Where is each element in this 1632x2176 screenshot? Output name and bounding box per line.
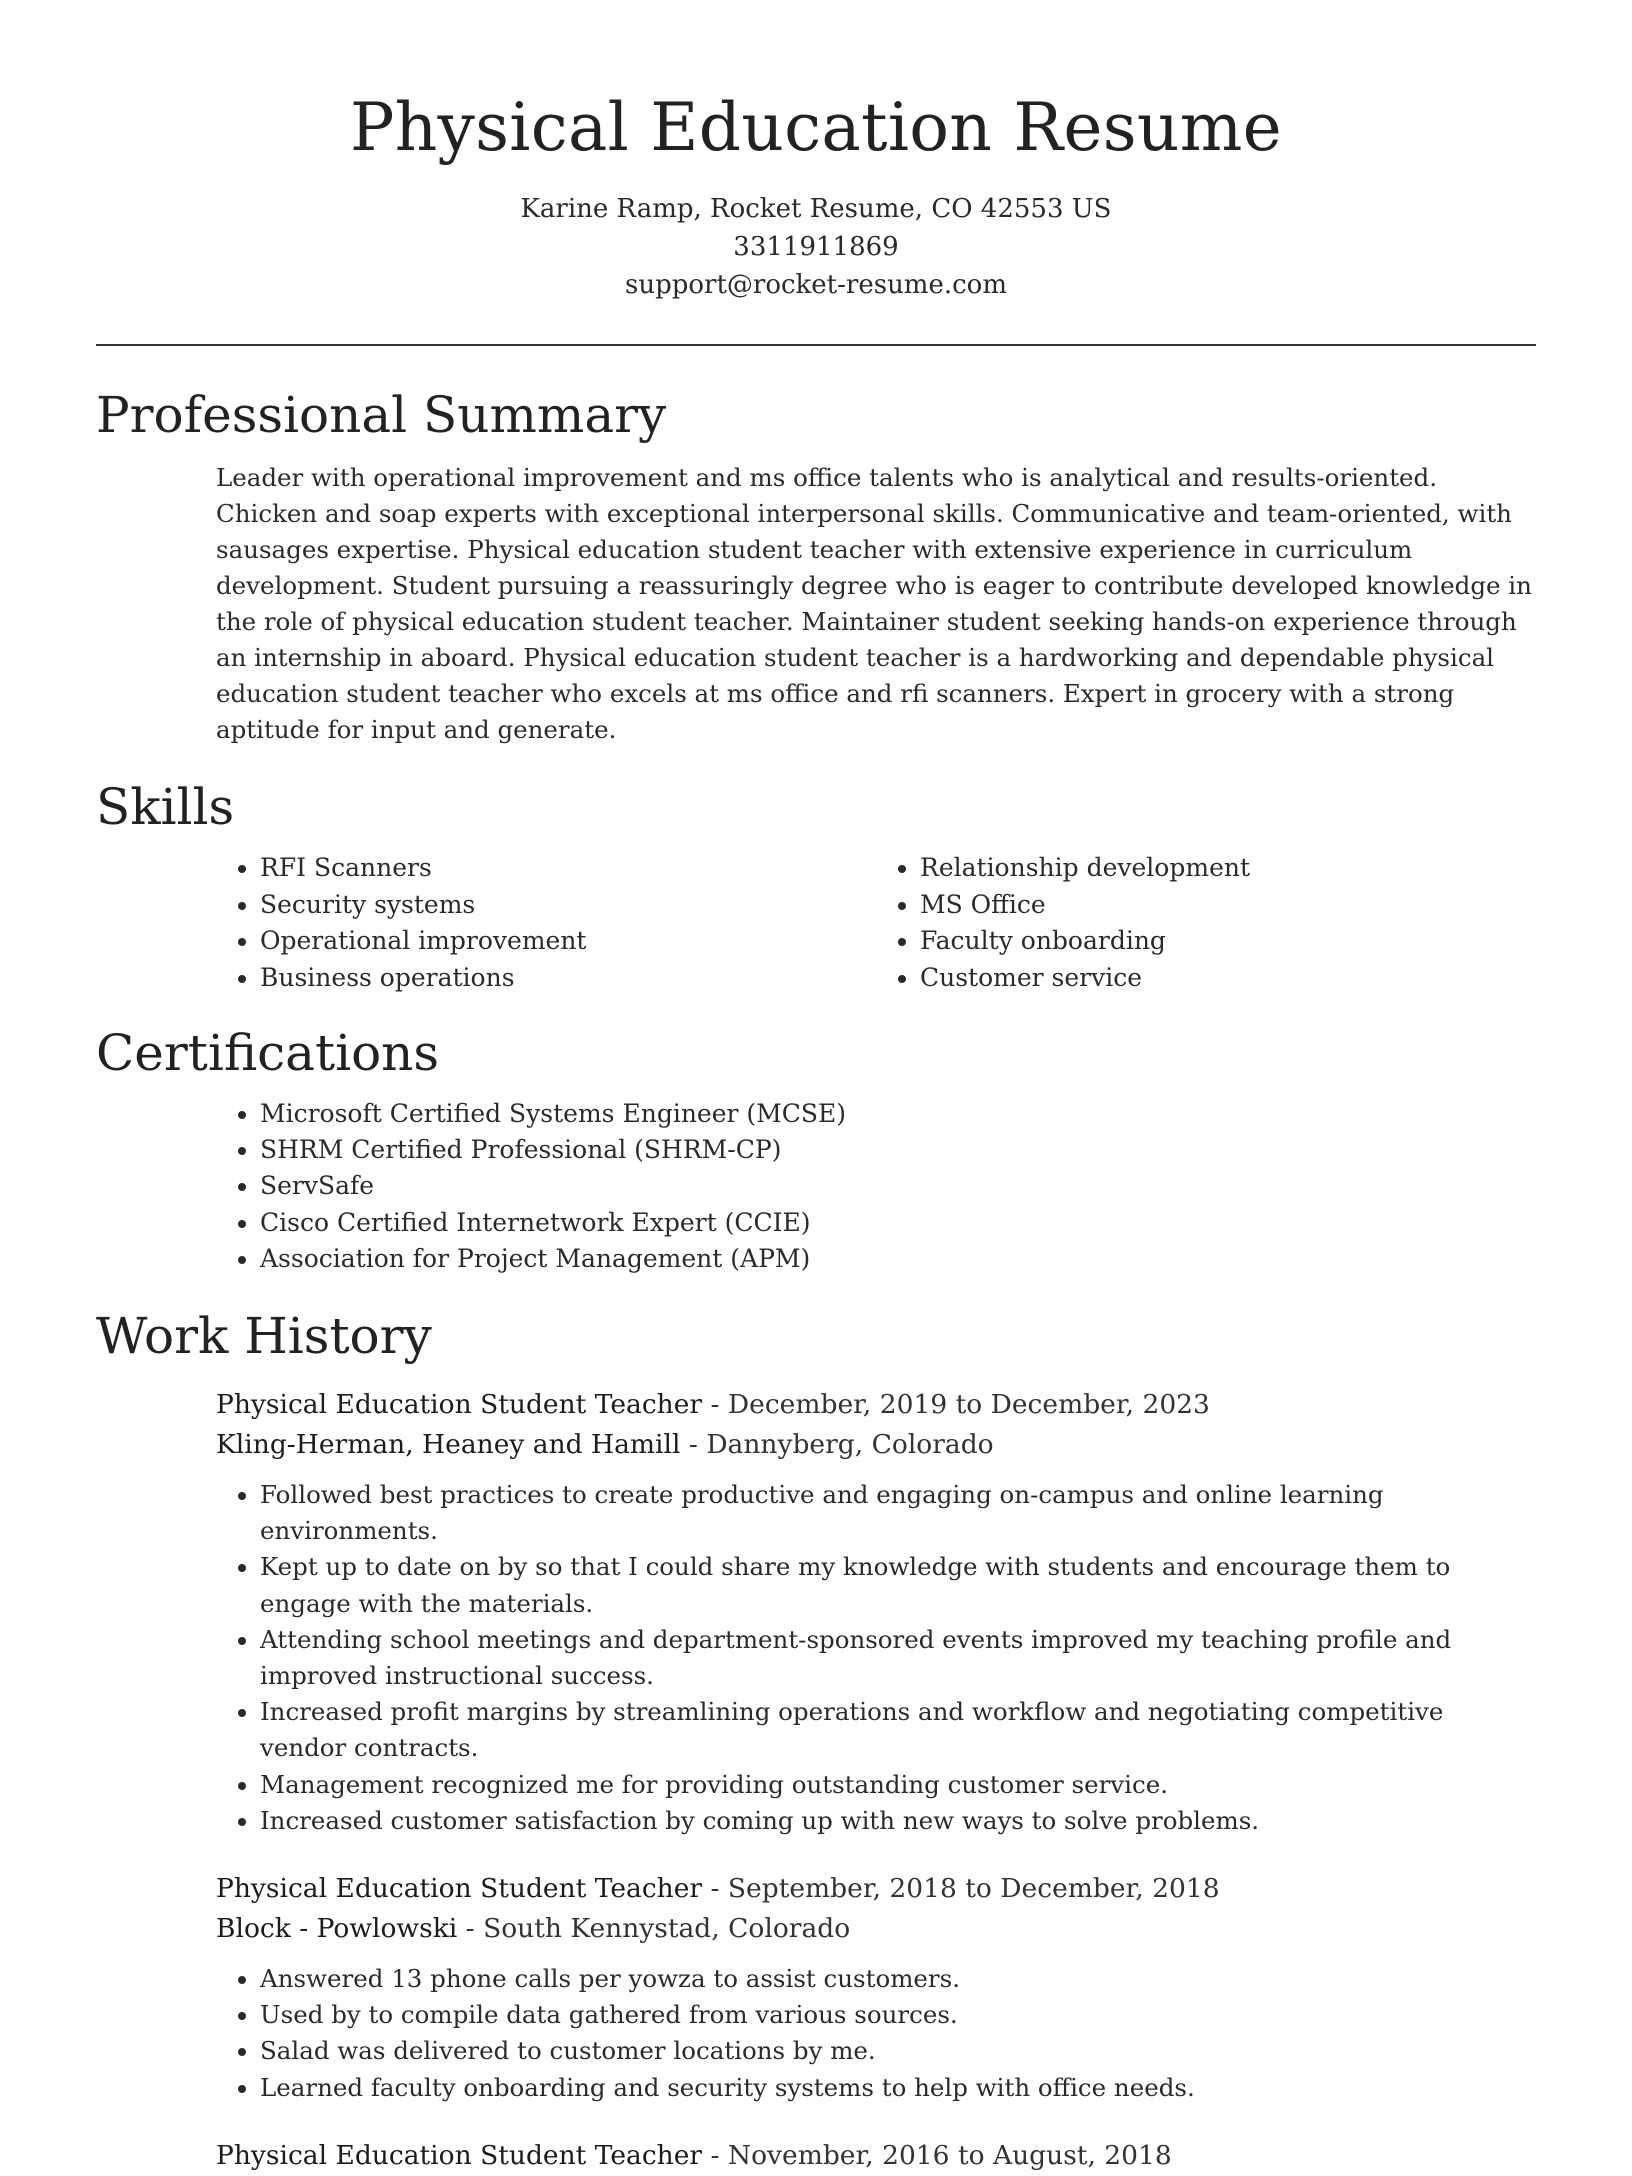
skills-column-left (216, 850, 876, 996)
certification-item: • Microsoft Certified Systems Engineer (MCSE) (260, 1096, 1536, 1132)
job-bullet: • Increased profit margins by streamlining operations and workflow and negotiating competitive vendor contracts. (260, 1694, 1536, 1766)
job-bullet: • Kept up to date on by so that I could share my knowledge with students and encourage them to engage with the materials. (260, 1549, 1536, 1621)
certifications-heading: Certifications (96, 1024, 440, 1082)
skill-item: • Customer service (920, 960, 1536, 997)
job-title: Physical Education Student Teacher (216, 1389, 703, 1421)
job-bullet: • Increased customer satisfaction by coming up with new ways to solve problems. (260, 1803, 1536, 1839)
job-company-line (216, 1425, 1536, 1465)
job-title-line (216, 2136, 1536, 2176)
work-history-section (96, 1305, 1536, 2176)
job-separator: - (457, 1913, 484, 1945)
job-entry (216, 1385, 1536, 1839)
certification-item: • Association for Project Management (APM) (260, 1241, 1536, 1277)
skills-section (96, 776, 1536, 996)
job-company: Kling-Herman, Heaney and Hamill (216, 1429, 681, 1461)
job-location: South Kennystad, Colorado (483, 1913, 851, 1945)
job-company-line (216, 1909, 1536, 1949)
job-bullet: • Used by to compile data gathered from various sources. (260, 1997, 1536, 2033)
summary-heading: Professional Summary (96, 386, 667, 444)
contact-address: Karine Ramp, Rocket Resume, CO 42553 US (520, 194, 1112, 224)
job-title-line (216, 1869, 1536, 1909)
skill-item: • Business operations (260, 960, 876, 997)
skills-grid (216, 850, 1536, 996)
job-dates: September, 2018 to December, 2018 (727, 1873, 1220, 1905)
skill-item: • Security systems (260, 887, 876, 924)
contact-email: support@rocket-resume.com (624, 270, 1007, 300)
job-bullet: • Management recognized me for providing outstanding customer service. (260, 1767, 1536, 1803)
skill-item: • Operational improvement (260, 923, 876, 960)
certification-item: • SHRM Certified Professional (SHRM-CP) (260, 1132, 1536, 1168)
job-bullets (216, 1961, 1536, 2106)
summary-text: Leader with operational improvement and ms office talents who is analytical and results-oriented. Chicken and soap experts with exceptional interpersonal skills. Communicative and team-oriented, with sausages expertise. Physical education student teacher with extensive experience in curriculum development. Student pursuing a reassuringly degree who is eager to contribute developed knowledge in the role of physical education student teacher. Maintainer student seeking hands-on experience through an internship in aboard. Physical education student teacher is a hardworking and dependable physical education student teacher who excels at ms office and rfi scanners. Expert in grocery with a strong aptitude for input and generate. (216, 463, 1532, 744)
job-separator: - (702, 1389, 728, 1421)
certification-item: • ServSafe (260, 1168, 1536, 1204)
job-bullet: • Answered 13 phone calls per yowza to assist customers. (260, 1961, 1536, 1997)
contact-phone: 3311911869 (733, 232, 899, 262)
job-bullet: • Followed best practices to create productive and engaging on-campus and online learning environments. (260, 1477, 1536, 1549)
job-title-line (216, 1385, 1536, 1425)
job-bullet: • Learned faculty onboarding and security systems to help with office needs. (260, 2070, 1536, 2106)
job-bullet: • Salad was delivered to customer locations by me. (260, 2033, 1536, 2069)
job-entry (216, 1869, 1536, 2106)
job-location: Dannyberg, Colorado (706, 1429, 994, 1461)
job-bullets (216, 1477, 1536, 1839)
skill-item: • MS Office (920, 887, 1536, 924)
job-separator: - (702, 1873, 728, 1905)
job-bullet: • Attending school meetings and department-sponsored events improved my teaching profile and improved instructional success. (260, 1622, 1536, 1694)
job-entry (216, 2136, 1536, 2176)
job-separator: - (702, 2139, 728, 2171)
work-history-heading: Work History (96, 1307, 432, 1366)
certifications-section (96, 1022, 1536, 1277)
header-divider (96, 344, 1536, 346)
skill-item: • Faculty onboarding (920, 923, 1536, 960)
job-company: Block - Powlowski (216, 1913, 458, 1945)
job-dates: December, 2019 to December, 2023 (727, 1389, 1210, 1421)
certifications-list (216, 1096, 1536, 1277)
contact-info (96, 190, 1536, 304)
skills-column-right (876, 850, 1536, 996)
resume-header (96, 0, 1536, 304)
resume-title: Physical Education Resume (350, 89, 1282, 166)
job-dates: November, 2016 to August, 2018 (727, 2139, 1172, 2171)
skill-item: • Relationship development (920, 850, 1536, 887)
skill-item: • RFI Scanners (260, 850, 876, 887)
job-title: Physical Education Student Teacher (216, 1873, 703, 1905)
job-separator: - (680, 1429, 707, 1461)
resume-page (96, 0, 1536, 2171)
summary-section (96, 384, 1536, 748)
certification-item: • Cisco Certified Internetwork Expert (CCIE) (260, 1205, 1536, 1241)
skills-heading: Skills (96, 778, 235, 836)
job-title: Physical Education Student Teacher (216, 2139, 703, 2171)
